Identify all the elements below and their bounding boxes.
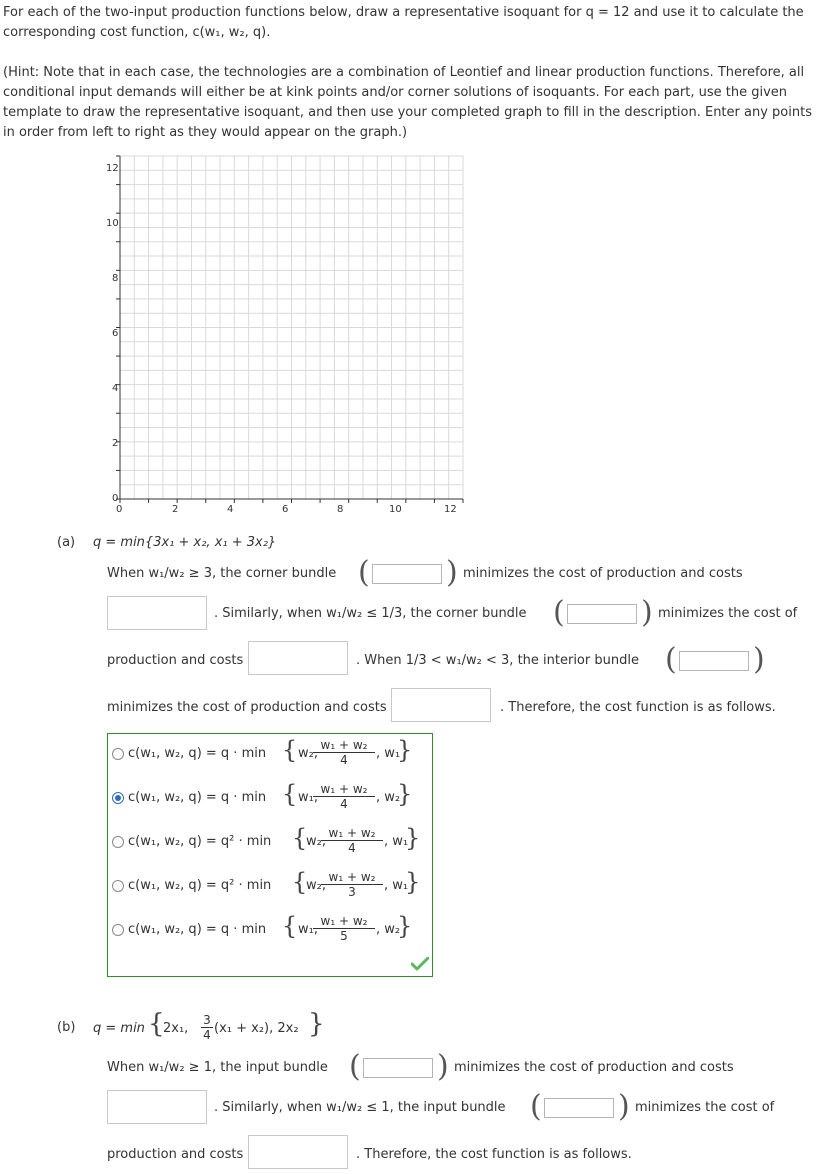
option-1-den: 4 (340, 753, 348, 767)
option-4-radio[interactable] (112, 880, 124, 892)
hint-line-4: in order from left to right as they would appear on the graph.) (3, 125, 408, 140)
option-4-a: w₂, (306, 878, 326, 893)
option-3-lhs: c(w₁, w₂, q) = q² · min (128, 834, 272, 849)
hint-line-1: (Hint: Note that in each case, the technologies are a combination of Leontief and linear production functions. Therefore, all (3, 65, 805, 80)
y-tick-2: 2 (112, 438, 119, 449)
y-tick-4: 4 (112, 383, 119, 394)
option-2-radio[interactable] (112, 792, 124, 804)
brace-close-icon: } (308, 1009, 325, 1039)
x-tick-2: 2 (172, 504, 179, 515)
y-tick-0: 0 (112, 493, 119, 504)
a-interior-bundle-input[interactable] (679, 651, 749, 671)
option-2-fraction (313, 782, 375, 811)
option-3-fraction (321, 826, 383, 855)
part-a-sentence-4b: . Therefore, the cost function is as follows. (500, 700, 776, 715)
option-3-a: w₂, (306, 834, 326, 849)
option-1-fraction (313, 738, 375, 767)
a-corner-bundle-1-input[interactable] (372, 564, 442, 584)
part-a-sentence-4: minimizes the cost of production and costs (107, 700, 387, 715)
part-a-sentence-2b: minimizes the cost of (658, 606, 798, 621)
paren-left-icon: ( (349, 1049, 361, 1084)
option-4-den: 3 (348, 885, 356, 899)
part-b-sentence-2: . Similarly, when w₁/w₂ ≤ 1, the input bundle (214, 1100, 506, 1115)
option-3-b: , w₁ (384, 834, 409, 849)
part-b-fraction (201, 1013, 213, 1042)
paren-right-icon: ) (437, 1049, 449, 1084)
paren-right-icon: ) (641, 595, 653, 630)
option-4-b: , w₁ (384, 878, 409, 893)
part-b-sentence-1: When w₁/w₂ ≥ 1, the input bundle (107, 1060, 328, 1075)
option-2-den: 4 (340, 797, 348, 811)
brace-close-icon: } (405, 868, 421, 896)
brace-open-icon: { (292, 824, 308, 852)
option-2-a: w₁, (298, 790, 318, 805)
part-b-sentence-3: production and costs (107, 1147, 244, 1162)
paren-left-icon: ( (665, 642, 677, 677)
x-tick-10: 10 (389, 504, 402, 515)
part-a-sentence-1b: minimizes the cost of production and costs (463, 566, 743, 581)
part-a-function: q = min{3x₁ + x₂, x₁ + 3x₂} (93, 535, 277, 550)
brace-close-icon: } (397, 736, 413, 764)
option-1-num: w₁ + w₂ (313, 738, 375, 753)
paren-left-icon: ( (530, 1089, 542, 1124)
brace-open-icon: { (282, 736, 298, 764)
option-2-num: w₁ + w₂ (313, 782, 375, 797)
b-bundle-2-input[interactable] (544, 1098, 614, 1118)
option-3-num: w₁ + w₂ (321, 826, 383, 841)
part-b-den: 4 (203, 1028, 211, 1042)
x-tick-6: 6 (282, 504, 289, 515)
option-3-den: 4 (348, 841, 356, 855)
b-bundle-1-input[interactable] (363, 1058, 433, 1078)
part-a-sentence-3b: . When 1/3 < w₁/w₂ < 3, the interior bundle (356, 653, 639, 668)
x-tick-0: 0 (116, 504, 123, 515)
part-b-sentence-2b: minimizes the cost of (635, 1100, 775, 1115)
part-b-label: (b) (57, 1020, 76, 1035)
y-tick-10: 10 (106, 218, 119, 229)
brace-close-icon: } (397, 912, 413, 940)
paren-right-icon: ) (618, 1089, 630, 1124)
a-cost-2-input[interactable] (248, 641, 348, 675)
paren-left-icon: ( (553, 595, 565, 630)
part-b-sentence-3b: . Therefore, the cost function is as follows. (356, 1147, 632, 1162)
option-5-b: , w₂ (376, 922, 401, 937)
cost-function-options (107, 733, 433, 977)
a-cost-3-input[interactable] (391, 688, 491, 722)
option-1-radio[interactable] (112, 748, 124, 760)
hint-line-3: template to draw the representative isoquant, and then use your completed graph to fill in the description. Enter any points (3, 105, 812, 120)
x-tick-8: 8 (337, 504, 344, 515)
option-5-radio[interactable] (112, 924, 124, 936)
part-a-sentence-2: . Similarly, when w₁/w₂ ≤ 1/3, the corner bundle (214, 606, 527, 621)
part-b-sentence-1b: minimizes the cost of production and costs (454, 1060, 734, 1075)
option-2-b: , w₂ (376, 790, 401, 805)
option-5-a: w₁, (298, 922, 318, 937)
paren-right-icon: ) (446, 555, 458, 590)
part-a-sentence-1: When w₁/w₂ ≥ 3, the corner bundle (107, 566, 337, 581)
part-b-function-b: (x₁ + x₂), 2x₂ (214, 1021, 299, 1036)
brace-open-icon: { (282, 780, 298, 808)
graph-grid (120, 156, 463, 499)
intro-line-1: For each of the two-input production functions below, draw a representative isoquant for q = 12 and use it to calculate the (3, 5, 804, 20)
option-4-fraction (321, 870, 383, 899)
option-3-radio[interactable] (112, 836, 124, 848)
y-tick-8: 8 (112, 273, 119, 284)
b-cost-2-input[interactable] (248, 1135, 348, 1169)
option-5-lhs: c(w₁, w₂, q) = q · min (128, 922, 267, 937)
part-b-function-a: 2x₁, (163, 1021, 189, 1036)
option-1-a: w₂, (298, 746, 318, 761)
part-b-num: 3 (201, 1013, 213, 1028)
isoquant-graph[interactable] (95, 150, 475, 525)
brace-close-icon: } (405, 824, 421, 852)
paren-left-icon: ( (358, 555, 370, 590)
brace-open-icon: { (148, 1009, 165, 1039)
option-1-lhs: c(w₁, w₂, q) = q · min (128, 746, 267, 761)
part-a-label: (a) (57, 535, 76, 550)
y-tick-6: 6 (112, 328, 119, 339)
part-a-sentence-3: production and costs (107, 653, 244, 668)
b-cost-1-input[interactable] (107, 1090, 207, 1124)
option-4-num: w₁ + w₂ (321, 870, 383, 885)
part-b-function-pre: q = min (93, 1021, 145, 1036)
intro-line-2: corresponding cost function, c(w₁, w₂, q). (3, 25, 271, 40)
option-5-den: 5 (340, 929, 348, 943)
brace-open-icon: { (282, 912, 298, 940)
a-cost-1-input[interactable] (107, 596, 207, 630)
option-5-num: w₁ + w₂ (313, 914, 375, 929)
x-tick-4: 4 (227, 504, 234, 515)
checkmark-icon (411, 957, 429, 971)
y-tick-12: 12 (106, 163, 119, 174)
brace-close-icon: } (397, 780, 413, 808)
paren-right-icon: ) (753, 642, 765, 677)
option-4-lhs: c(w₁, w₂, q) = q² · min (128, 878, 272, 893)
graph-ticks (116, 156, 463, 503)
option-5-fraction (313, 914, 375, 943)
option-2-lhs: c(w₁, w₂, q) = q · min (128, 790, 267, 805)
option-1-b: , w₁ (376, 746, 401, 761)
hint-line-2: conditional input demands will either be at kink points and/or corner solutions of isoquants. For each part, use the given (3, 85, 788, 100)
x-tick-12: 12 (444, 504, 457, 515)
a-corner-bundle-2-input[interactable] (567, 604, 637, 624)
brace-open-icon: { (292, 868, 308, 896)
